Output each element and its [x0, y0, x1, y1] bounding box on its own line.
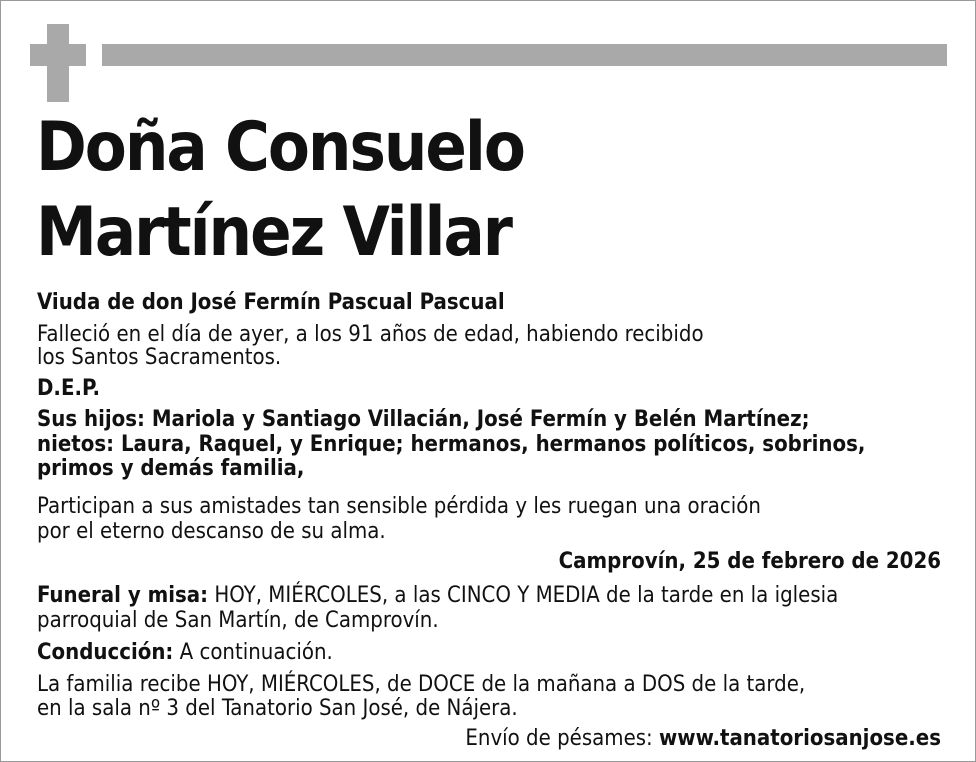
death-text-line-1: Falleció en el día de ayer, a los 91 años de edad, habiendo recibido	[37, 322, 704, 347]
death-text-line-2: los Santos Sacramentos.	[37, 345, 282, 370]
condolences-label: Envío de pésames:	[465, 726, 660, 751]
place-date: Camprovín, 25 de febrero de 2026	[558, 549, 941, 574]
family-line-2: nietos: Laura, Raquel, y Enrique; hermanos, hermanos políticos, sobrinos,	[37, 432, 866, 457]
reception-line-1: La familia recibe HOY, MIÉRCOLES, de DOCE de la mañana a DOS de la tarde,	[37, 672, 806, 697]
cross-icon-arm	[30, 44, 86, 66]
condolences-line	[465, 727, 941, 751]
deceased-name-line-2: Martínez Villar	[36, 193, 511, 272]
family-line-1: Sus hijos: Mariola y Santiago Villacián, José Fermín y Belén Martínez;	[37, 407, 810, 432]
funeral-line-1	[37, 584, 838, 608]
funeral-line-2: parroquial de San Martín, de Camprovín.	[37, 608, 439, 633]
rip-text: D.E.P.	[37, 376, 100, 401]
funeral-label: Funeral y misa:	[37, 583, 209, 608]
header-bar	[102, 44, 947, 66]
widow-of: Viuda de don José Fermín Pascual Pascual	[37, 290, 505, 315]
conduction-label: Conducción:	[37, 640, 174, 665]
conduction-line	[37, 641, 333, 665]
conduction-text: A continuación.	[173, 640, 333, 665]
family-line-3: primos y demás familia,	[37, 456, 305, 481]
request-line-2: por el eterno descanso de su alma.	[37, 519, 386, 544]
request-line-1: Participan a sus amistades tan sensible pérdida y les ruegan una oración	[37, 494, 761, 519]
deceased-name-line-1: Doña Consuelo	[36, 108, 524, 187]
condolences-url-link[interactable]: www.tanatoriosanjose.es	[659, 726, 941, 751]
funeral-text: HOY, MIÉRCOLES, a las CINCO Y MEDIA de la tarde en la iglesia	[208, 583, 839, 608]
reception-line-2: en la sala nº 3 del Tanatorio San José, de Nájera.	[37, 696, 518, 721]
